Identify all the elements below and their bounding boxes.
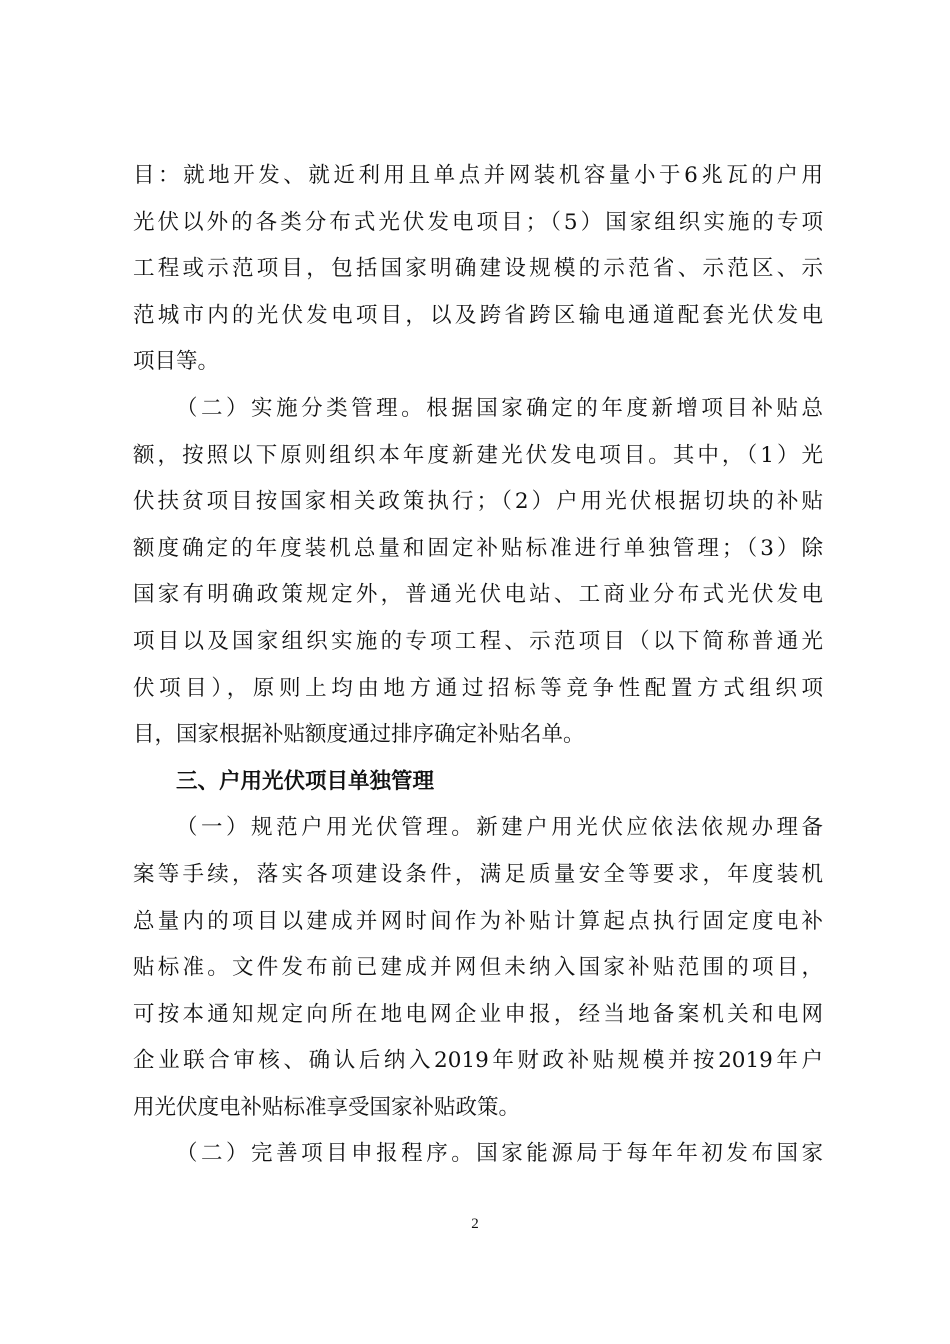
text-line: 伏扶贫项目按国家相关政策执行；（2）户用光伏根据切块的补贴 xyxy=(133,489,823,515)
text-line: 项目以及国家组织实施的专项工程、示范项目（以下简称普通光 xyxy=(133,628,823,654)
text-line: （二）实施分类管理。根据国家确定的年度新增项目补贴总 xyxy=(176,395,823,421)
text-line: 范城市内的光伏发电项目，以及跨省跨区输电通道配套光伏发电 xyxy=(133,302,823,328)
text-line: 可按本通知规定向所在地电网企业申报，经当地备案机关和电网 xyxy=(133,1001,823,1027)
text-line: （一）规范户用光伏管理。新建户用光伏应依法依规办理备 xyxy=(176,815,823,841)
page-number: 2 xyxy=(471,1216,479,1232)
text-line: 贴标准。文件发布前已建成并网但未纳入国家补贴范围的项目， xyxy=(133,955,823,981)
text-line: 工程或示范项目，包括国家明确建设规模的示范省、示范区、示 xyxy=(133,256,823,282)
text-line: 额，按照以下原则组织本年度新建光伏发电项目。其中，（1）光 xyxy=(133,442,823,468)
text-line: 光伏以外的各类分布式光伏发电项目；（5）国家组织实施的专项 xyxy=(133,209,823,235)
text-line: 总量内的项目以建成并网时间作为补贴计算起点执行固定度电补 xyxy=(133,908,823,934)
text-line: 伏项目），原则上均由地方通过招标等竞争性配置方式组织项 xyxy=(133,675,823,701)
text-line: 国家有明确政策规定外，普通光伏电站、工商业分布式光伏发电 xyxy=(133,582,823,608)
text-line: 案等手续，落实各项建设条件，满足质量安全等要求，年度装机 xyxy=(133,861,823,887)
text-line: 项目等。 xyxy=(133,349,220,375)
text-line: 额度确定的年度装机总量和固定补贴标准进行单独管理；（3）除 xyxy=(133,535,823,561)
text-line: 用光伏度电补贴标准享受国家补贴政策。 xyxy=(133,1094,521,1120)
text-line: 目，国家根据补贴额度通过排序确定补贴名单。 xyxy=(133,722,585,748)
text-line: （二）完善项目申报程序。国家能源局于每年年初发布国家 xyxy=(176,1141,823,1167)
body-text xyxy=(133,153,823,1178)
text-line: 目：就地开发、就近利用且单点并网装机容量小于6兆瓦的户用 xyxy=(133,163,823,188)
section-heading: 三、户用光伏项目单独管理 xyxy=(176,768,435,794)
text-line: 企业联合审核、确认后纳入2019年财政补贴规模并按2019年户 xyxy=(133,1048,823,1074)
